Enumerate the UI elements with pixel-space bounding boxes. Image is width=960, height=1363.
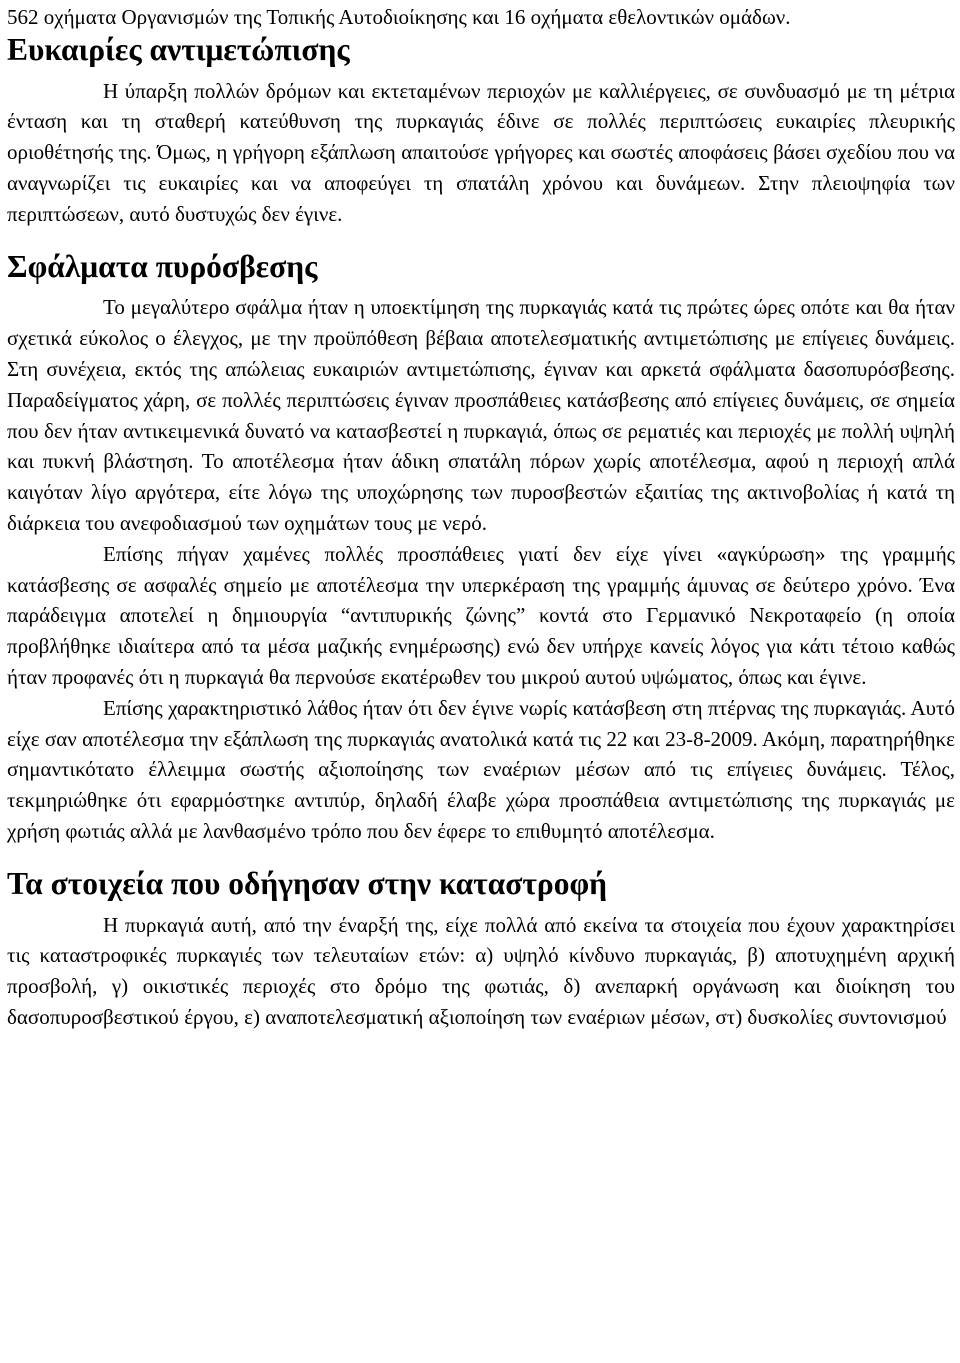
- spacer: [7, 282, 955, 292]
- spacer: [7, 900, 955, 910]
- paragraph-errors-1: Το μεγαλύτερο σφάλμα ήταν η υποεκτίμηση της πυρκαγιάς κατά τις πρώτες ώρες οπότε και θα ήταν σχετικά εύκολος ο έλεγχος, με την προϋπόθεση βέβαια αποτελεσματικής αντιμετώπισης με επίγειες δυνάμεις. Στη συνέχεια, εκτός της απώλειας ευκαιριών αντιμετώπισης, έγιναν και αρκετά σφάλματα δασοπυρόσβεσης. Παραδείγματος χάρη, σε πολλές περιπτώσεις έγιναν προσπάθειες κατάσβεσης από επίγειες δυνάμεις, σε σημεία που δεν ήταν αντικειμενικά δυνατό να κατασβεστεί η πυρκαγιά, όπως σε ρεματιές και περιοχές με πολλή υψηλή και πυκνή βλάστηση. Το αποτέλεσμα ήταν άδικη σπατάλη πόρων χωρίς αποτέλεσμα, αφού η περιοχή απλά καιγόταν λίγο αργότερα, είτε λόγω της υποχώρησης των πυροσβεστών εξαιτίας της ακτινοβολίας ή κατά τη διάρκεια του ανεφοδιασμού των οχημάτων τους με νερό.: [7, 295, 955, 535]
- intro-paragraph: 562 οχήματα Οργανισμών της Τοπικής Αυτοδιοίκησης και 16 οχήματα εθελοντικών ομάδων.: [7, 5, 791, 29]
- paragraph-opportunities: Η ύπαρξη πολλών δρόμων και εκτεταμένων περιοχών με καλλιέργειες, σε συνδυασμό με τη μέτρια ένταση και τη σταθερή κατεύθυνση της πυρκαγιάς έδινε σε πολλές περιπτώσεις ευκαιρίες πλευρικής οριοθέτησής της. Όμως, η γρήγορη εξάπλωση απαιτούσε γρήγορες και σωστές αποφάσεις βάσει σχεδίου που να αναγνωρίζει τις ευκαιρίες και να αποφεύγει τη σπατάλη χρόνου και δυνάμεων. Στην πλειοψηφία των περιπτώσεων, αυτό δυστυχώς δεν έγινε.: [7, 78, 955, 226]
- section-heading-firefighting-errors: Σφάλματα πυρόσβεσης: [7, 248, 318, 284]
- document-page: [7, 2, 955, 1033]
- paragraph-errors-2: Επίσης πήγαν χαμένες πολλές προσπάθειες γιατί δεν είχε γίνει «αγκύρωση» της γραμμής κατάσβεσης σε ασφαλές σημείο με αποτέλεσμα την υπερκέραση της γραμμής άμυνας σε δεύτερο χρόνο. Ένα παράδειγμα αποτελεί η δημιουργία “αντιπυρικής ζώνης” κοντά στο Γερμανικό Νεκροταφείο (η οποία προβλήθηκε ιδιαίτερα από τα μέσα μαζικής ενημέρωσης) ενώ δεν υπήρχε κανείς λόγος για κάτι τέτοιο καθώς ήταν προφανές ότι η πυρκαγιά θα περνούσε εκατέρωθεν του μικρού αυτού υψώματος, όπως και έγινε.: [7, 541, 955, 689]
- section-heading-opportunities: Ευκαιρίες αντιμετώπισης: [7, 31, 350, 67]
- spacer: [7, 66, 955, 76]
- paragraph-factors: Η πυρκαγιά αυτή, από την έναρξή της, είχε πολλά από εκείνα τα στοιχεία που έχουν χαρακτηρίσει τις καταστροφικές πυρκαγιές των τελευταίων ετών: α) υψηλό κίνδυνο πυρκαγιάς, β) αποτυχημένη αρχική προσβολή, γ) οικιστικές περιοχές στο δρόμο της φωτιάς, δ) ανεπαρκή οργάνωση και διοίκηση του δασοπυροσβεστικού έργου, ε) αναποτελεσματική αξιοποίηση των εναέριων μέσων, στ) δυσκολίες συντονισμού: [7, 912, 955, 1029]
- paragraph-errors-3: Επίσης χαρακτηριστικό λάθος ήταν ότι δεν έγινε νωρίς κατάσβεση στη πτέρνας της πυρκαγιάς. Αυτό είχε σαν αποτέλεσμα την εξάπλωση της πυρκαγιάς ανατολικά κατά τις 22 και 23-8-2009. Ακόμη, παρατηρήθηκε σημαντικότατο έλλειμμα σωστής αξιοποίησης των εναέριων μέσων από τις επίγειες δυνάμεις. Τέλος, τεκμηριώθηκε ότι εφαρμόστηκε αντιπύρ, δηλαδή έλαβε χώρα προσπάθεια αντιμετώπισης της πυρκαγιάς με χρήση φωτιάς αλλά με λανθασμένο τρόπο που δεν έφερε το επιθυμητό αποτέλεσμα.: [7, 695, 955, 843]
- section-heading-disaster-factors: Τα στοιχεία που οδήγησαν στην καταστροφή: [7, 865, 608, 901]
